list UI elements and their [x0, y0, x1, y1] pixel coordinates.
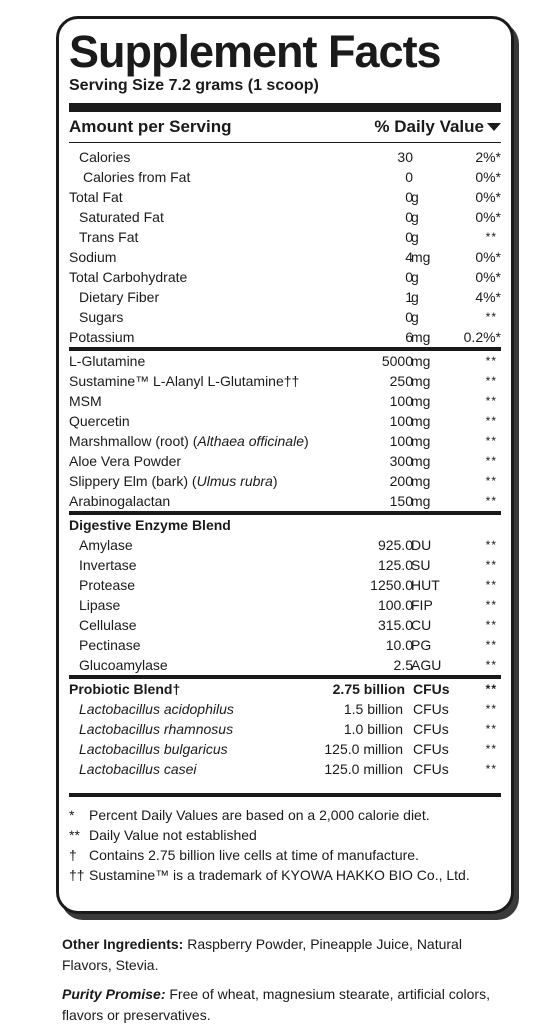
item-daily-value: ** — [485, 494, 497, 508]
item-unit: mg — [411, 249, 431, 265]
triangle-down-icon — [487, 123, 501, 131]
latin-close: ) — [304, 433, 309, 449]
item-name: L-Glutamine — [69, 353, 146, 369]
probiotic-row-name — [69, 699, 234, 719]
label-notes — [62, 934, 502, 1034]
item-unit: PG — [411, 637, 432, 653]
column-header — [69, 112, 501, 142]
item-unit: mg — [411, 413, 431, 429]
item-name: Amylase — [79, 537, 133, 553]
item-amount: 1.5 billion — [343, 701, 403, 717]
enzyme-row-name — [69, 655, 168, 675]
nutrient-row — [69, 327, 501, 347]
ingredient-row — [69, 391, 501, 411]
item-daily-value: 0%* — [475, 209, 501, 225]
nutrient-row-name — [69, 327, 134, 347]
ingredient-row-name — [69, 491, 170, 511]
enzyme-row-name — [69, 635, 140, 655]
item-daily-value: ** — [485, 598, 497, 612]
item-name: Slippery Elm (bark) ( — [69, 473, 197, 489]
probiotic-row-name — [69, 759, 197, 779]
item-unit: g — [411, 209, 419, 225]
item-unit: mg — [411, 373, 431, 389]
item-unit: CFUs — [413, 741, 449, 757]
item-daily-value: ** — [485, 618, 497, 632]
footnote-text: Contains 2.75 billion live cells at time of manufacture. — [89, 847, 419, 863]
item-unit: g — [411, 229, 419, 245]
item-unit: SU — [411, 557, 431, 573]
item-daily-value: ** — [485, 702, 497, 716]
item-unit: CFUs — [413, 701, 449, 717]
nutrient-row-name — [69, 227, 138, 247]
item-amount: 2.5 — [393, 657, 413, 673]
item-name: Lactobacillus acidophilus — [79, 701, 234, 717]
ingredient-row-name — [69, 431, 309, 451]
item-name: Sodium — [69, 249, 117, 265]
item-amount: 30 — [397, 149, 413, 165]
item-daily-value: ** — [485, 558, 497, 572]
item-amount: 0 — [405, 229, 413, 245]
item-daily-value: 0%* — [475, 249, 501, 265]
footnote-line — [69, 845, 501, 865]
item-amount: 10.0 — [385, 637, 413, 653]
ingredient-row — [69, 471, 501, 491]
item-daily-value: ** — [485, 538, 497, 552]
item-name: Sugars — [79, 309, 124, 325]
item-amount: 250 — [389, 373, 413, 389]
serving-size: Serving Size 7.2 grams (1 scoop) — [69, 77, 319, 94]
nutrient-list — [69, 147, 501, 347]
enzyme-row-name — [69, 575, 135, 595]
ingredient-row — [69, 411, 501, 431]
amount-per-serving-label: Amount per Serving — [69, 117, 232, 136]
item-name: Lactobacillus bulgaricus — [79, 741, 228, 757]
item-unit: CU — [411, 617, 432, 633]
probiotic-row — [69, 719, 501, 739]
item-daily-value: ** — [485, 742, 497, 756]
item-unit: mg — [411, 493, 431, 509]
item-unit: mg — [411, 473, 431, 489]
other-ingredients — [62, 934, 502, 976]
probiotic-row-name — [69, 719, 233, 739]
footnote-symbol: * — [69, 807, 75, 823]
item-unit: HUT — [411, 577, 440, 593]
nutrient-row — [69, 167, 501, 187]
item-unit: mg — [411, 453, 431, 469]
item-amount: 925.0 — [377, 537, 413, 553]
item-daily-value: ** — [485, 638, 497, 652]
nutrient-row — [69, 207, 501, 227]
daily-value-header — [374, 117, 501, 137]
item-name: Protease — [79, 577, 136, 593]
enzyme-row-name — [69, 535, 133, 555]
item-daily-value: ** — [485, 474, 497, 488]
item-daily-value: 4%* — [475, 289, 501, 305]
footnote-symbol: ** — [69, 827, 80, 843]
item-daily-value: ** — [485, 454, 497, 468]
item-daily-value: ** — [485, 762, 497, 776]
item-name: Quercetin — [69, 413, 130, 429]
item-name: Dietary Fiber — [79, 289, 160, 305]
divider-thick — [69, 103, 501, 112]
item-name: Sustamine™ L-Alanyl L-Glutamine†† — [69, 373, 300, 389]
latin-name: Ulmus rubra — [196, 473, 273, 489]
probiotic-blend-dv: ** — [485, 682, 497, 696]
item-name: Invertase — [79, 557, 137, 573]
item-name: Arabinogalactan — [69, 493, 171, 509]
nutrient-row-name — [69, 167, 190, 187]
nutrient-row-name — [69, 247, 116, 267]
enzyme-row — [69, 575, 501, 595]
ingredient-row-name — [69, 391, 102, 411]
purity-promise-label: Purity Promise: — [62, 986, 166, 1002]
ingredient-row — [69, 371, 501, 391]
item-name: Calories from Fat — [83, 169, 191, 185]
item-name: Total Fat — [69, 189, 123, 205]
item-amount: 125.0 million — [324, 761, 403, 777]
item-daily-value: ** — [485, 310, 497, 324]
other-ingredients-text: Raspberry Powder, Pineapple Juice, Natural Flavors, Stevia. — [62, 936, 462, 973]
item-unit: g — [411, 189, 419, 205]
item-amount: 100 — [389, 433, 413, 449]
item-unit: mg — [411, 353, 431, 369]
item-name: Total Carbohydrate — [69, 269, 188, 285]
probiotic-blend-title: Probiotic Blend† — [69, 681, 181, 697]
footnote-line — [69, 865, 501, 885]
ingredient-list — [69, 351, 501, 511]
item-daily-value: 0%* — [475, 189, 501, 205]
item-amount: 0 — [405, 189, 413, 205]
item-unit: CFUs — [413, 721, 449, 737]
item-unit: g — [411, 269, 419, 285]
item-name: Pectinase — [79, 637, 141, 653]
purity-promise-text: Free of wheat, magnesium stearate, artificial colors, flavors or preservatives. — [62, 986, 490, 1023]
probiotic-row — [69, 759, 501, 779]
footnotes — [69, 805, 501, 885]
nutrient-row — [69, 287, 501, 307]
item-unit: mg — [411, 393, 431, 409]
footnote-text: Sustamine™ is a trademark of KYOWA HAKKO BIO Co., Ltd. — [89, 867, 470, 883]
latin-name: Althaea officinale — [197, 433, 304, 449]
footnote-symbol: †† — [69, 867, 85, 883]
enzyme-blend-title: Digestive Enzyme Blend — [69, 517, 231, 533]
item-amount: 150 — [389, 493, 413, 509]
ingredient-row-name — [69, 451, 181, 471]
item-unit: DU — [411, 537, 432, 553]
daily-value-label: % Daily Value — [374, 117, 484, 136]
ingredient-row-name — [69, 371, 299, 391]
item-amount: 125.0 — [377, 557, 413, 573]
probiotic-blend-unit: CFUs — [413, 681, 450, 697]
item-amount: 125.0 million — [324, 741, 403, 757]
probiotic-row — [69, 739, 501, 759]
footnote-line — [69, 825, 501, 845]
item-amount: 1250.0 — [370, 577, 413, 593]
item-name: Calories — [79, 149, 131, 165]
item-daily-value: ** — [485, 414, 497, 428]
item-daily-value: 0.2%* — [463, 329, 501, 345]
item-name: Glucoamylase — [79, 657, 168, 673]
item-daily-value: ** — [485, 578, 497, 592]
item-amount: 1.0 billion — [343, 721, 403, 737]
item-name: Marshmallow (root) ( — [69, 433, 198, 449]
item-amount: 5000 — [381, 353, 413, 369]
item-amount: 0 — [405, 269, 413, 285]
item-unit: mg — [411, 433, 431, 449]
item-name: Lipase — [79, 597, 121, 613]
item-amount: 200 — [389, 473, 413, 489]
item-name: Saturated Fat — [79, 209, 164, 225]
ingredient-row — [69, 491, 501, 511]
item-daily-value: 0%* — [475, 269, 501, 285]
nutrient-row — [69, 147, 501, 167]
other-ingredients-label: Other Ingredients: — [62, 936, 184, 952]
enzyme-row — [69, 635, 501, 655]
probiotic-blend-row — [69, 679, 501, 699]
probiotic-blend-amount: 2.75 billion — [332, 681, 405, 697]
enzyme-row — [69, 555, 501, 575]
nutrient-row — [69, 267, 501, 287]
nutrient-row — [69, 247, 501, 267]
nutrient-row — [69, 307, 501, 327]
item-name: Aloe Vera Powder — [69, 453, 182, 469]
ingredient-row-name — [69, 411, 130, 431]
item-amount: 0 — [405, 169, 413, 185]
item-name: Potassium — [69, 329, 135, 345]
ingredient-row-name — [69, 471, 278, 491]
probiotic-list — [69, 699, 501, 779]
item-amount: 315.0 — [377, 617, 413, 633]
probiotic-row — [69, 699, 501, 719]
item-daily-value: 2%* — [475, 149, 501, 165]
item-name: MSM — [69, 393, 102, 409]
ingredient-row — [69, 351, 501, 371]
enzyme-row — [69, 655, 501, 675]
divider-medium — [69, 793, 501, 797]
nutrient-row-name — [69, 287, 159, 307]
item-daily-value: ** — [485, 374, 497, 388]
probiotic-row-name — [69, 739, 228, 759]
item-amount: 6 — [405, 329, 413, 345]
panel-title: Supplement Facts — [69, 26, 441, 77]
enzyme-row-name — [69, 615, 137, 635]
item-daily-value: ** — [485, 658, 497, 672]
panel-content — [69, 19, 501, 885]
footnote-line — [69, 805, 501, 825]
item-unit: mg — [411, 329, 431, 345]
purity-promise — [62, 984, 502, 1026]
footnote-text: Percent Daily Values are based on a 2,000 calorie diet. — [89, 807, 430, 823]
nutrient-row-name — [69, 267, 187, 287]
ingredient-row — [69, 451, 501, 471]
latin-close: ) — [272, 473, 278, 489]
item-daily-value: ** — [485, 434, 497, 448]
footnote-text: Daily Value not established — [89, 827, 257, 843]
item-amount: 300 — [389, 453, 413, 469]
item-amount: 100 — [389, 413, 413, 429]
item-daily-value: ** — [485, 230, 497, 244]
item-name: Lactobacillus rhamnosus — [79, 721, 234, 737]
nutrient-row-name — [69, 187, 123, 207]
supplement-facts-panel — [56, 16, 514, 914]
enzyme-list — [69, 535, 501, 675]
nutrient-row-name — [69, 147, 130, 167]
nutrient-row — [69, 187, 501, 207]
item-unit: g — [411, 309, 419, 325]
item-amount: 4 — [405, 249, 413, 265]
footnote-symbol: † — [69, 847, 77, 863]
enzyme-row — [69, 535, 501, 555]
item-amount: 100.0 — [377, 597, 413, 613]
enzyme-row — [69, 595, 501, 615]
enzyme-row — [69, 615, 501, 635]
item-unit: FIP — [411, 597, 433, 613]
item-amount: 0 — [405, 309, 413, 325]
item-amount: 100 — [389, 393, 413, 409]
ingredient-row-name — [69, 351, 145, 371]
ingredient-row — [69, 431, 501, 451]
nutrient-row — [69, 227, 501, 247]
item-daily-value: ** — [485, 354, 497, 368]
item-daily-value: 0%* — [475, 169, 501, 185]
nutrient-row-name — [69, 207, 164, 227]
item-name: Trans Fat — [79, 229, 139, 245]
item-unit: AGU — [411, 657, 442, 673]
item-unit: g — [411, 289, 419, 305]
item-name: Cellulase — [79, 617, 137, 633]
enzyme-row-name — [69, 595, 120, 615]
enzyme-row-name — [69, 555, 137, 575]
item-amount: 0 — [405, 209, 413, 225]
item-daily-value: ** — [485, 394, 497, 408]
item-unit: CFUs — [413, 761, 449, 777]
item-daily-value: ** — [485, 722, 497, 736]
item-amount: 1 — [405, 289, 413, 305]
nutrient-row-name — [69, 307, 123, 327]
item-name: Lactobacillus casei — [79, 761, 197, 777]
